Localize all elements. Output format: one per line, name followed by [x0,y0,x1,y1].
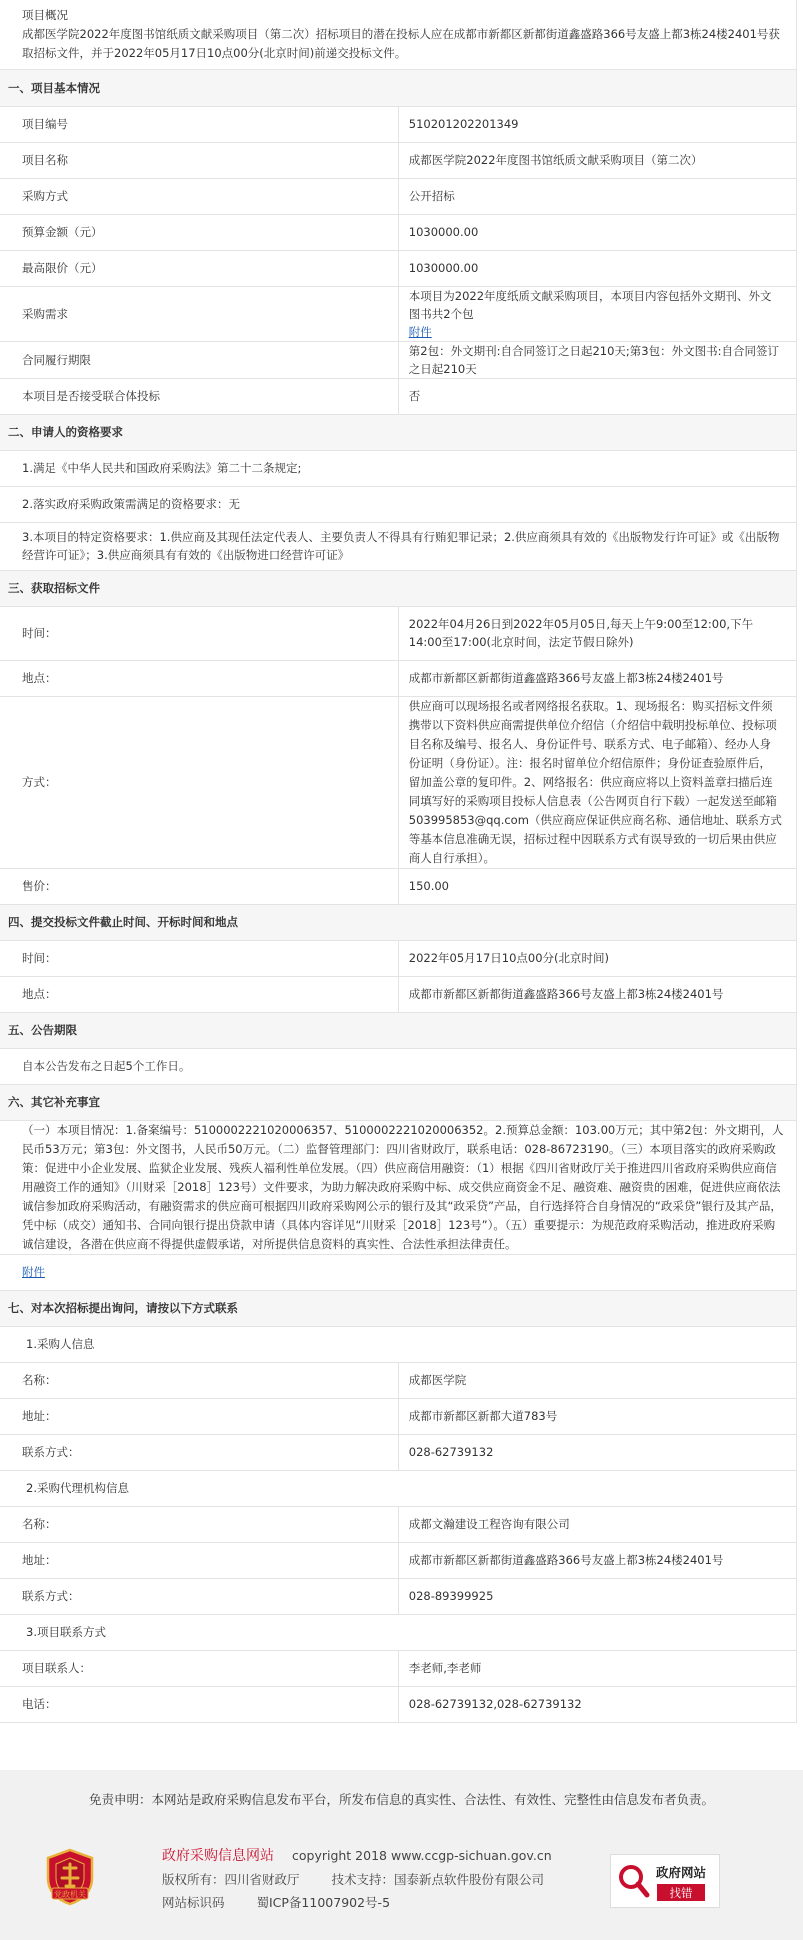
buyer-info-title: 1.采购人信息 [0,1326,797,1362]
footer-disclaimer: 免责申明：本网站是政府采购信息发布平台，所发布信息的真实性、合法性、有效性、完整性由信息发布者负责。 [88,1792,714,1807]
buyer-address: 成都市新都区新都大道783号 [398,1398,796,1434]
field-value-deadline-time: 2022年05月17日10点00分(北京时间) [398,940,796,976]
supplement-text: （一）本项目情况：1.备案编号：5100002221020006357、5100002221020006352。2.预算总金额：103.00万元；其中第2包：外文期刊，人民币53万元；第3包：外文图书，人民币50万元。（二）监督管理部门：四川省财政厅，联系电话：028-86723190。（三）本项目落实的政府采购政策：促进中小企业发展、监狱企业发展、残疾人福利性单位发展。（四）供应商信用融资：（1）根据《四川省财政厅关于推进四川省政府采购供应商信用融资工作的通知》（川财采［2018］123号）文件要求，为助力解决政府采购中标、成交供应商资金不足、融资难、融资贵的困难，促进供应商依法诚信参加政府采购活动，有融资需求的供应商可根据四川政府采购网公示的银行及其“政采贷”产品，自行选择符合自身情况的“政采贷”银行及其产品，凭中标（成交）通知书、合同向银行提出贷款申请（具体内容详见“川财采［2018］123号”）。（五）重要提示：为规范政府采购活动，推进政府采购诚信建设，各潜在供应商不得提供虚假承诺，对所提供信息资料的真实性、合法性承担法律责任。 [0,1120,797,1254]
qualification-item: 3.本项目的特定资格要求：1.供应商及其现任法定代表人、主要负责人不得具有行贿犯罪记录；2.供应商须具有效的《出版物发行许可证》或《出版物经营许可证》；3.供应商须具有有效的《出版物进口经营许可证》 [0,522,797,570]
field-label: 联系方式： [0,1434,398,1470]
field-label: 时间： [0,940,398,976]
section-heading-obtain: 三、获取招标文件 [0,570,797,606]
overview-text: 成都医学院2022年度图书馆纸质文献采购项目（第二次）招标项目的潜在投标人应在成都市新都区新都街道鑫盛路366号友盛上都3栋24楼2401号获取招标文件，并于2022年05月17日10点00分(北京时间)前递交投标文件。 [22,27,780,60]
field-label: 项目联系人： [0,1650,398,1686]
section-heading-deadline: 四、提交投标文件截止时间、开标时间和地点 [0,904,797,940]
site-footer [0,1770,803,1940]
field-label: 时间： [0,606,398,660]
field-label: 方式： [0,696,398,868]
field-value-procurement-method: 公开招标 [398,178,796,214]
field-label: 地点： [0,976,398,1012]
field-value-max-price: 1030000.00 [398,250,796,286]
footer-info [162,1844,552,1914]
agent-address: 成都市新都区新都街道鑫盛路366号友盛上都3栋24楼2401号 [398,1542,796,1578]
qualification-item: 2.落实政府采购政策需满足的资格要求：无 [0,486,797,522]
field-value-project-name: 成都医学院2022年度图书馆纸质文献采购项目（第二次） [398,142,796,178]
field-value-consortium: 否 [398,378,796,414]
logo-text: 党政机关 [54,1890,86,1899]
field-label: 合同履行期限 [0,341,398,378]
field-label: 最高限价（元） [0,250,398,286]
field-label: 预算金额（元） [0,214,398,250]
gov-site-error-report-badge[interactable] [610,1854,720,1908]
field-label: 售价： [0,868,398,904]
project-contact-person: 李老师,李老师 [398,1650,796,1686]
field-label: 项目编号 [0,106,398,142]
field-value-budget: 1030000.00 [398,214,796,250]
field-value-project-number: 510201202201349 [398,106,796,142]
party-government-logo[interactable] [44,1848,96,1906]
field-value-obtain-method: 供应商可以现场报名或者网络报名获取。1、现场报名：购买招标文件须携带以下资料供应商需提供单位介绍信（介绍信中载明投标单位、投标项目名称及编号、报名人、身份证件号、联系方式、电子邮箱）、经办人身份证明（身份证）。注：报名时留单位介绍信原件；身份证查验原件后，留加盖公章的复印件。2、网络报名：供应商应将以上资料盖章扫描后连同填写好的采购项目投标人信息表（公告网页自行下载）一起发送至邮箱503995853@qq.com（供应商应保证供应商名称、通信地址、联系方式等基本信息准确无误，招标过程中因联系方式有误导致的一切后果由供应商人自行承担）。 [398,696,796,868]
field-label: 名称： [0,1506,398,1542]
project-contact-phone: 028-62739132,028-62739132 [398,1686,796,1722]
badge-bottom-text: 找错 [669,1886,693,1900]
field-label: 项目名称 [0,142,398,178]
field-value-obtain-place: 成都市新都区新都街道鑫盛路366号友盛上都3栋24楼2401号 [398,660,796,696]
field-value-obtain-time: 2022年04月26日到2022年05月05日,每天上午9:00至12:00,下午14:00至17:00(北京时间，法定节假日除外) [398,606,796,660]
field-label: 地点： [0,660,398,696]
footer-line-1 [162,1844,552,1868]
buyer-phone: 028-62739132 [398,1434,796,1470]
section-heading-qualification: 二、申请人的资格要求 [0,414,797,450]
site-name[interactable]: 政府采购信息网站 [162,1848,274,1864]
field-label: 采购需求 [0,286,398,341]
agent-info-title: 2.采购代理机构信息 [0,1470,797,1506]
field-label: 名称： [0,1362,398,1398]
demand-text: 本项目为2022年度纸质文献采购项目，本项目内容包括外文期刊、外文图书共2个包 [408,288,772,321]
section-heading-supplement: 六、其它补充事宜 [0,1084,797,1120]
agent-name: 成都文瀚建设工程咨询有限公司 [398,1506,796,1542]
section-heading-basic: 一、项目基本情况 [0,70,797,106]
footer-line-3 [162,1891,552,1914]
overview-title: 项目概况 [22,8,68,22]
field-value-deadline-place: 成都市新都区新都街道鑫盛路366号友盛上都3栋24楼2401号 [398,976,796,1012]
project-overview [0,0,797,70]
demand-attachment-link[interactable]: 附件 [408,324,432,339]
field-label: 地址： [0,1542,398,1578]
icp-number[interactable]: 蜀ICP备11007902号-5 [256,1895,391,1910]
agent-phone: 028-89399925 [398,1578,796,1614]
project-contact-title: 3.项目联系方式 [0,1614,797,1650]
field-value-price: 150.00 [398,868,796,904]
error-report-icon [611,1855,719,1907]
field-label: 联系方式： [0,1578,398,1614]
qualification-item: 1.满足《中华人民共和国政府采购法》第二十二条规定; [0,450,797,486]
field-label: 电话： [0,1686,398,1722]
buyer-name: 成都医学院 [398,1362,796,1398]
field-label: 采购方式 [0,178,398,214]
badge-top-text: 政府网站 [655,1865,707,1880]
section-heading-notice-period: 五、公告期限 [0,1012,797,1048]
field-label: 地址： [0,1398,398,1434]
owner-text: 版权所有：四川省财政厅 [162,1872,300,1887]
section-heading-contact: 七、对本次招标提出询问，请按以下方式联系 [0,1290,797,1326]
tech-support-text: 技术支持：国泰新点软件股份有限公司 [331,1872,544,1887]
field-label: 本项目是否接受联合体投标 [0,378,398,414]
announcement-table [0,70,797,1723]
footer-line-2 [162,1868,552,1891]
emblem-icon [44,1848,96,1906]
supplement-attachment-cell [0,1254,797,1290]
site-id-label: 网站标识码 [162,1895,225,1910]
notice-period-text: 自本公告发布之日起5个工作日。 [0,1048,797,1084]
field-value-contract-period: 第2包：外文期刊:自合同签订之日起210天;第3包：外文图书:自合同签订之日起210天 [398,341,796,378]
field-value-demand [398,286,796,341]
supplement-attachment-link[interactable]: 附件 [22,1265,45,1279]
copyright-text: copyright 2018 www.ccgp-sichuan.gov.cn [291,1848,552,1863]
